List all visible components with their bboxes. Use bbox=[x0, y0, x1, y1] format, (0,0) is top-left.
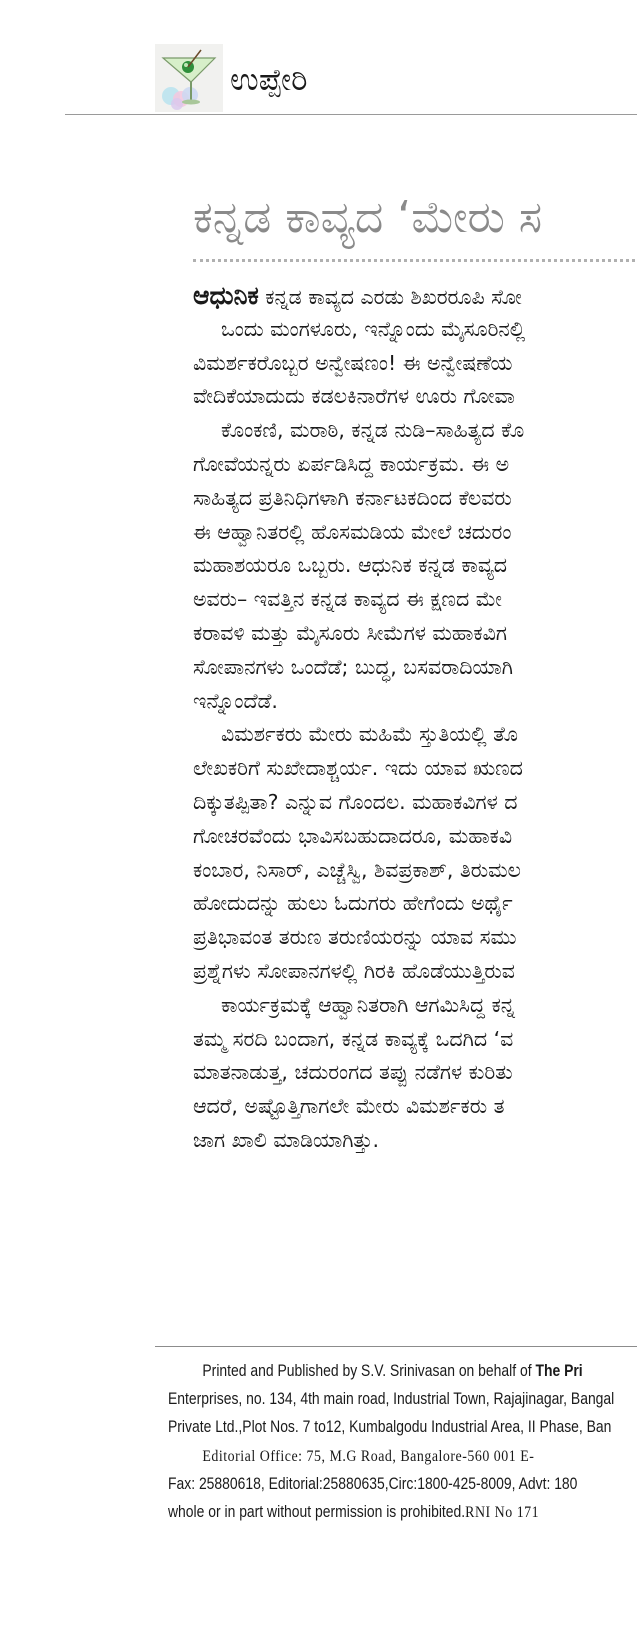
article-body bbox=[193, 279, 637, 1158]
article-line: ಸಾಹಿತ್ಯದ ಪ್ರತಿನಿಧಿಗಳಾಗಿ ಕರ್ನಾಟಕದಿಂದ ಕೆಲವರು bbox=[193, 485, 512, 510]
article-line bbox=[193, 279, 637, 313]
article-line: ಪ್ರಶ್ನೆಗಳು ಸೋಪಾನಗಳಲ್ಲಿ ಗಿರಕಿ ಹೊಡೆಯುತ್ತಿರುವ bbox=[193, 958, 515, 983]
article-line: ಮಾತನಾಡುತ್ತ, ಚದುರಂಗದ ತಪ್ಪು ನಡೆಗಳ ಕುರಿತು bbox=[193, 1060, 513, 1085]
article-line: ವಿಮರ್ಶಕರೊಬ್ಬರ ಅನ್ವೇಷಣಂ! ಈ ಅನ್ವೇಷಣೆಯ bbox=[193, 350, 513, 375]
publisher-name: The Pri bbox=[535, 1362, 583, 1380]
article-line: ವೇದಿಕೆಯಾದುದು ಕಡಲಕಿನಾರೆಗಳ ಊರು ಗೋವಾ bbox=[193, 384, 515, 409]
imprint-line bbox=[168, 1498, 581, 1526]
imprint-footer bbox=[168, 1357, 615, 1526]
footer-divider bbox=[155, 1346, 637, 1347]
article-line: ಕರಾವಳಿ ಮತ್ತು ಮೈಸೂರು ಸೀಮೆಗಳ ಮಹಾಕವಿಗ bbox=[193, 620, 507, 645]
article-line-text: ಕನ್ನಡ ಕಾವ್ಯದ ಎರಡು ಶಿಖರರೂಪಿ ಸೋ bbox=[258, 285, 522, 309]
imprint-line bbox=[168, 1357, 581, 1385]
article-line: ಕೊಂಕಣಿ, ಮರಾಠಿ, ಕನ್ನಡ ನುಡಿ–ಸಾಹಿತ್ಯದ ಕೊ bbox=[221, 418, 525, 443]
article-line: ಆದರೆ, ಅಷ್ಟೊತ್ತಿಗಾಗಲೇ ಮೇರು ವಿಮರ್ಶಕರು ತ bbox=[193, 1094, 505, 1119]
article-line: ಹೋದುದನ್ನು ಹುಲು ಓದುಗರು ಹೇಗೆಂದು ಅರ್ಥೈ bbox=[193, 891, 513, 916]
article-line: ಇನ್ನೊಂದೆಡೆ. bbox=[193, 688, 278, 713]
article-line: ಗೋಚರವೆಂದು ಭಾವಿಸಬಹುದಾದರೂ, ಮಹಾಕವಿ bbox=[193, 823, 513, 848]
article-line: ಅವರು– ಇವತ್ತಿನ ಕನ್ನಡ ಕಾವ್ಯದ ಈ ಕ್ಷಣದ ಮೇ bbox=[193, 587, 502, 612]
rni-number: RNI No 171 bbox=[465, 1502, 540, 1521]
imprint-line: Fax: 25880618, Editorial:25880635,Circ:1800-425-8009, Advt: 180 bbox=[168, 1474, 578, 1493]
imprint-line: Editorial Office: 75, M.G Road, Bangalore-560 001 E- bbox=[202, 1446, 535, 1465]
lead-word: ಆಧುನಿಕ bbox=[193, 281, 259, 310]
article-line: ಕಾರ್ಯಕ್ರಮಕ್ಕೆ ಆಹ್ವಾನಿತರಾಗಿ ಆಗಮಿಸಿದ್ದ ಕನ್ನ bbox=[221, 992, 515, 1017]
section-header bbox=[0, 0, 637, 116]
article-line: ಸೋಪಾನಗಳು ಒಂದೆಡೆ; ಬುದ್ಧ, ಬಸವರಾದಿಯಾಗಿ bbox=[193, 654, 513, 679]
section-title: ಉಪ್ಪೇರಿ bbox=[230, 62, 308, 98]
article-line: ಜಾಗ ಖಾಲಿ ಮಾಡಿಯಾಗಿತ್ತು. bbox=[193, 1127, 380, 1152]
imprint-line: Enterprises, no. 134, 4th main road, Industrial Town, Rajajinagar, Bangal bbox=[168, 1390, 615, 1409]
headline-dotted-divider bbox=[193, 259, 637, 262]
article-line: ಲೇಖಕರಿಗೆ ಸುಖೇದಾಶ್ಚರ್ಯ. ಇದು ಯಾವ ಋಣದ bbox=[193, 756, 523, 781]
imprint-text: Printed and Published by S.V. Srinivasan on behalf of bbox=[202, 1362, 536, 1380]
article-line: ದಿಕ್ಕುತಪ್ಪಿತಾ? ಎನ್ನುವ ಗೊಂದಲ. ಮಹಾಕವಿಗಳ ದ bbox=[193, 789, 518, 814]
article-line: ಒಂದು ಮಂಗಳೂರು, ಇನ್ನೊಂದು ಮೈಸೂರಿನಲ್ಲಿ bbox=[221, 316, 526, 341]
imprint-line: Private Ltd.,Plot Nos. 7 to12, Kumbalgodu Industrial Area, II Phase, Ban bbox=[168, 1418, 612, 1437]
cocktail-glass-icon bbox=[155, 44, 223, 112]
article-line: ತಮ್ಮ ಸರದಿ ಬಂದಾಗ, ಕನ್ನಡ ಕಾವ್ಯಕ್ಕೆ ಒದಗಿದ ‘ವ bbox=[193, 1026, 514, 1051]
article-headline: ಕನ್ನಡ ಕಾವ್ಯದ ‘ಮೇರು ಸ bbox=[193, 192, 543, 243]
article-line: ಗೋವೆಯನ್ನರು ಏರ್ಪಡಿಸಿದ್ದ ಕಾರ್ಯಕ್ರಮ. ಈ ಅ bbox=[193, 451, 510, 476]
header-divider bbox=[65, 114, 637, 115]
article-line: ವಿಮರ್ಶಕರು ಮೇರು ಮಹಿಮೆ ಸ್ತುತಿಯಲ್ಲಿ ತೊ bbox=[221, 722, 518, 747]
article-line: ಪ್ರತಿಭಾವಂತ ತರುಣ ತರುಣಿಯರನ್ನು ಯಾವ ಸಮು bbox=[193, 925, 517, 950]
article-line: ಈ ಆಹ್ವಾನಿತರಲ್ಲಿ ಹೊಸಮಡಿಯ ಮೇಲೆ ಚದುರಂ bbox=[193, 519, 512, 544]
imprint-text: whole or in part without permission is prohibited. bbox=[168, 1502, 466, 1521]
article-line: ಕಂಬಾರ, ನಿಸಾರ್, ಎಚ್ಚೆಸ್ವಿ, ಶಿವಪ್ರಕಾಶ್, ತಿರುಮಲ bbox=[193, 857, 521, 882]
article-line: ಮಹಾಶಯರೂ ಒಬ್ಬರು. ಆಧುನಿಕ ಕನ್ನಡ ಕಾವ್ಯದ bbox=[193, 553, 508, 578]
